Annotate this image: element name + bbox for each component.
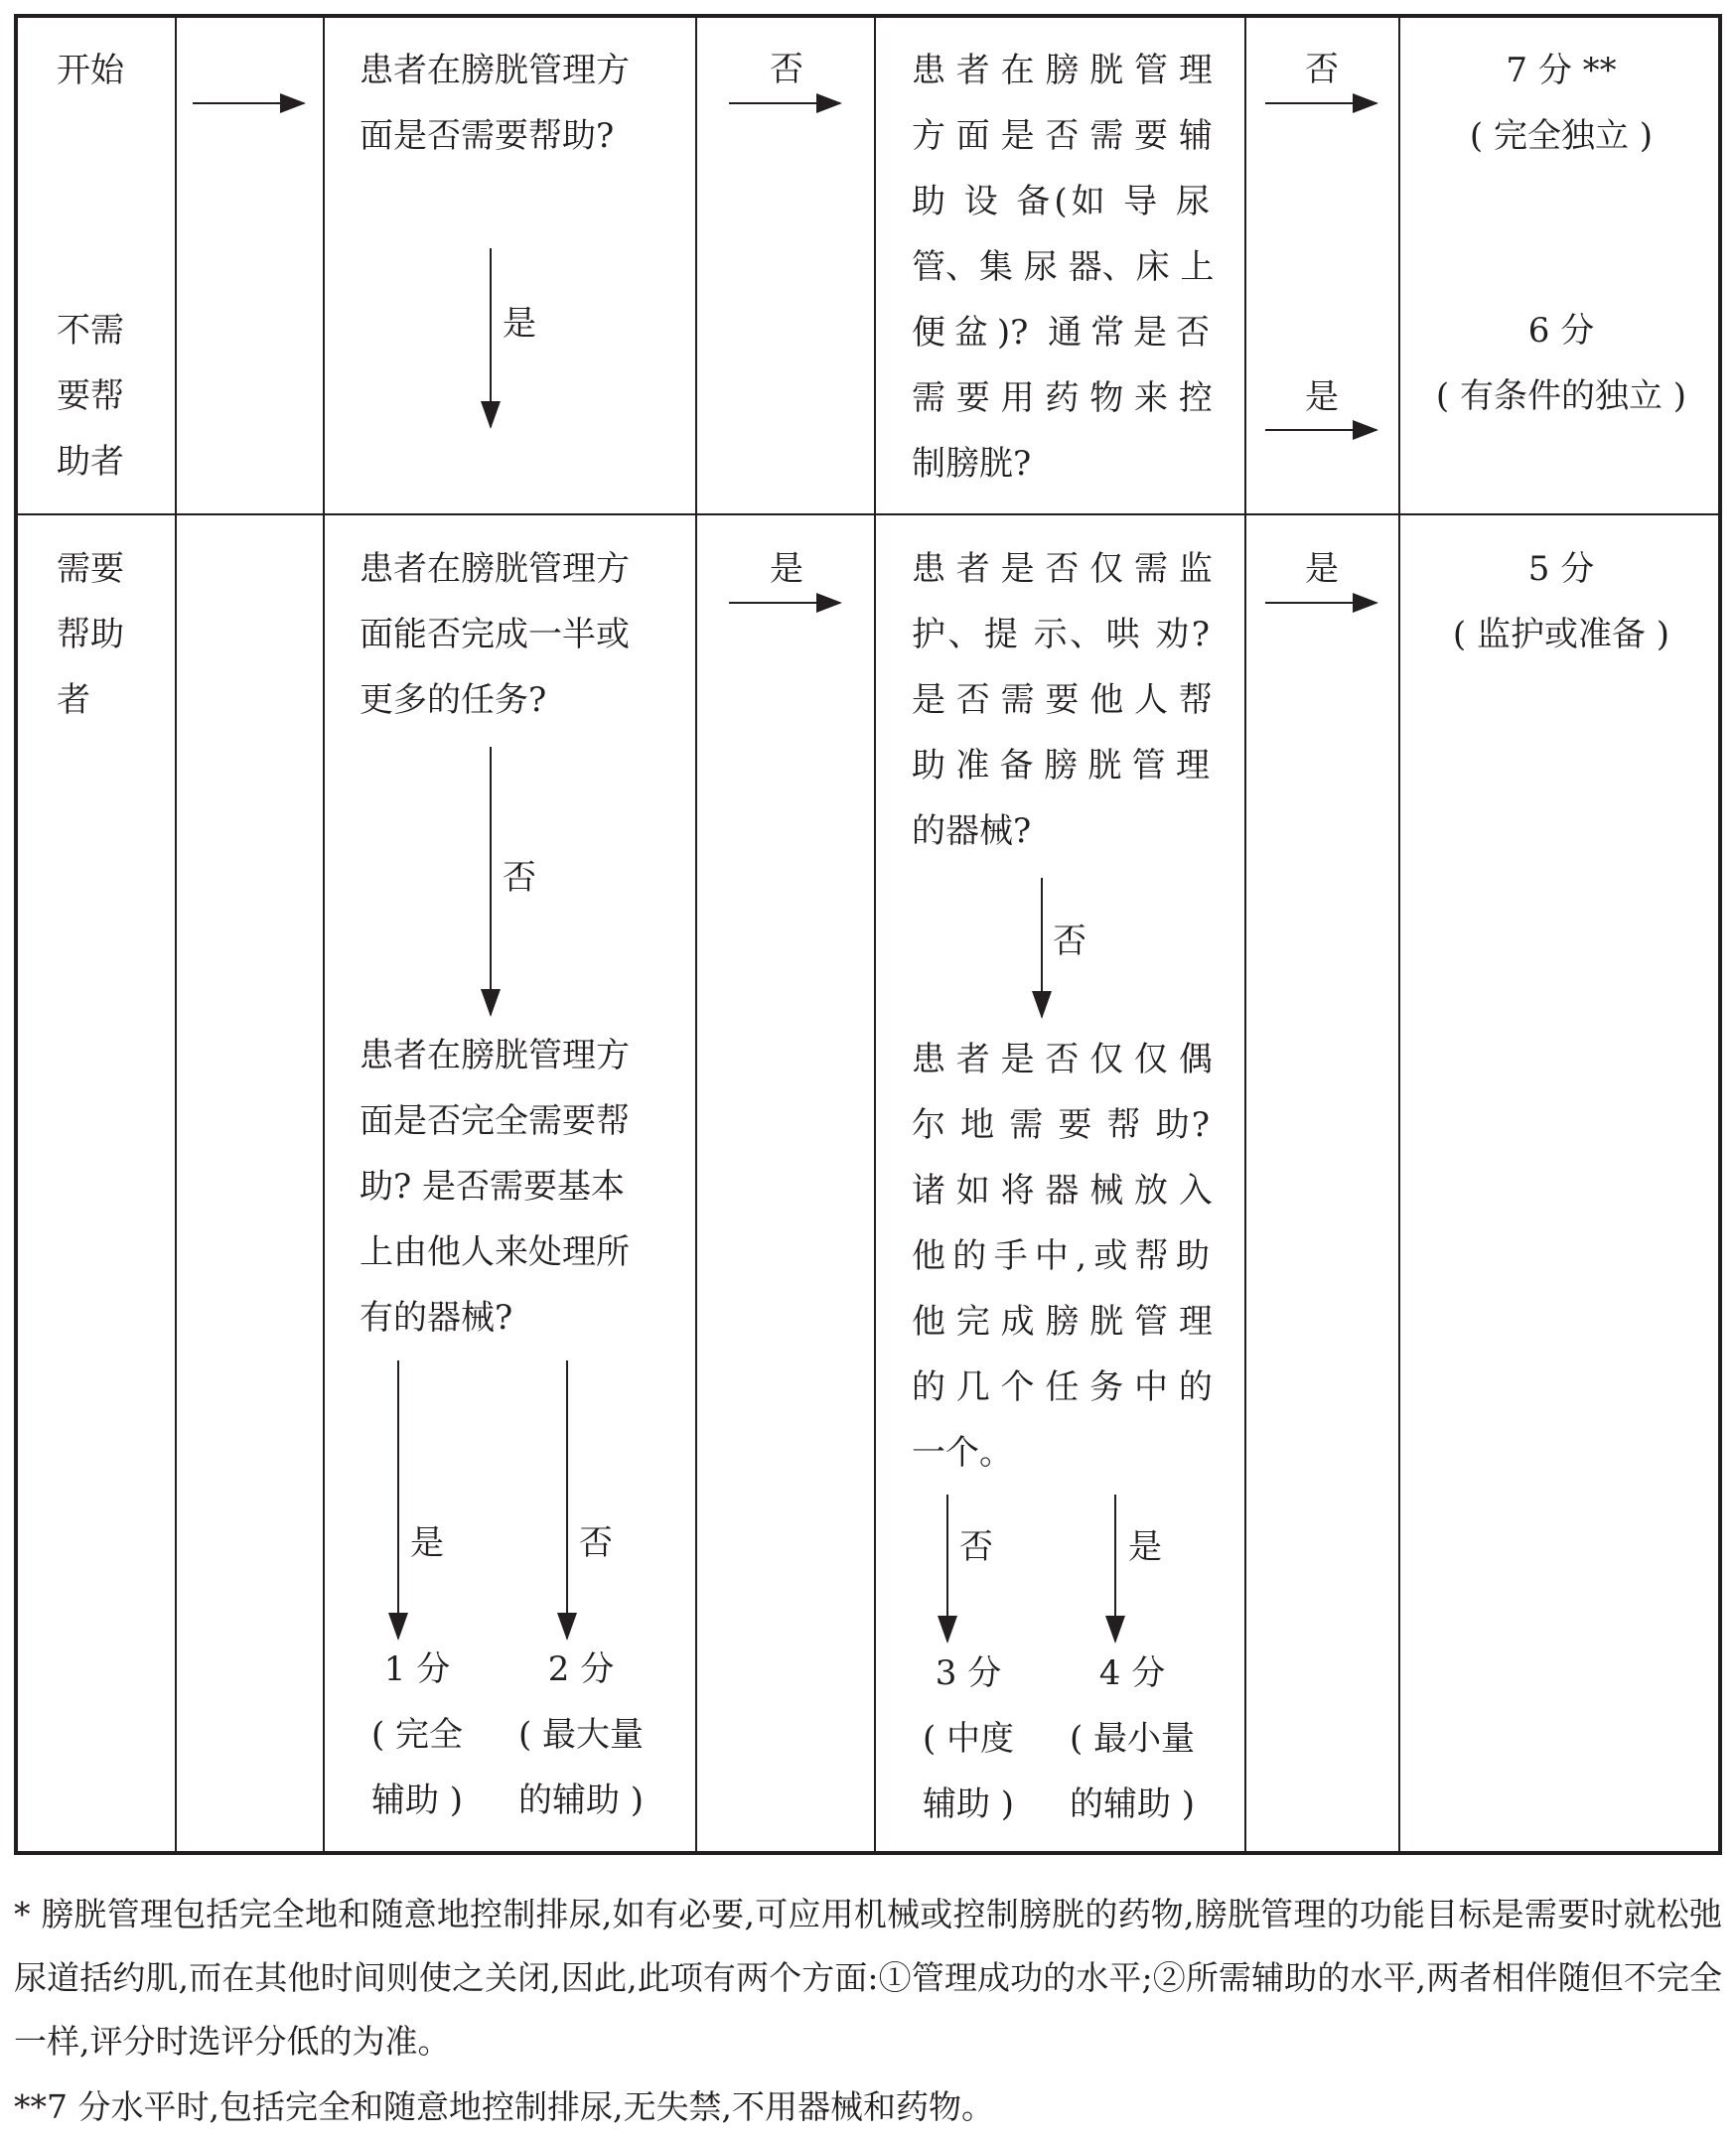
q6-no-arrow	[946, 1495, 948, 1642]
q1-yes-arrow	[490, 248, 492, 427]
q3-no-label: 否	[503, 858, 536, 898]
score-4-desc-1: ( 最小量	[1069, 1719, 1196, 1759]
column-divider	[1244, 14, 1246, 1855]
question-5-line-3: 助? 是否需要基本	[360, 1167, 626, 1207]
q6-yes-arrow	[1114, 1495, 1116, 1642]
question-3-line-2: 面能否完成一半或	[360, 615, 630, 654]
question-2-line-5: 便盆)? 通常是否	[912, 313, 1210, 353]
q5-no-label: 否	[579, 1523, 613, 1563]
question-2-line-1: 患 者 在 膀 胱 管 理	[912, 51, 1213, 90]
q3-no-arrow	[490, 747, 492, 1015]
flowchart-table	[14, 14, 1722, 1855]
q4-no-arrow	[1041, 878, 1043, 1017]
q2-yes-label: 是	[1305, 377, 1339, 417]
q1-no-label: 否	[770, 50, 803, 89]
row-label-need-help-3: 者	[57, 680, 90, 720]
q6-yes-label: 是	[1128, 1527, 1162, 1567]
row-label-start: 开始	[57, 51, 124, 90]
question-2-line-4: 管、集 尿 器、床 上	[912, 247, 1215, 287]
score-6-desc: ( 有条件的独立 )	[1435, 376, 1687, 416]
score-7: 7 分 **	[1506, 51, 1617, 90]
question-6-line-2: 尔 地 需 要 帮 助?	[912, 1105, 1210, 1145]
question-6-line-6: 的 几 个 任 务 中 的	[912, 1367, 1213, 1407]
score-1: 1 分	[383, 1649, 451, 1689]
column-divider	[323, 14, 325, 1855]
row-label-no-help-3: 助者	[57, 442, 124, 482]
question-4-line-2: 护、提 示、哄 劝?	[912, 615, 1210, 654]
score-3: 3 分	[935, 1653, 1002, 1693]
question-2-line-3: 助 设 备(如 导 尿	[912, 182, 1210, 221]
question-6-line-4: 他的手中,或帮助	[912, 1236, 1210, 1276]
question-6-line-1: 患 者 是 否 仅 仅 偶	[912, 1040, 1213, 1079]
question-2-line-6: 需 要 用 药 物 来 控	[912, 378, 1213, 418]
score-2: 2 分	[547, 1649, 615, 1689]
footnote-1: * 膀胱管理包括完全地和随意地控制排尿,如有必要,可应用机械或控制膀胱的药物,膀胱管理的功能目标是需要时就松弛尿道括约肌,而在其他时间则使之关闭,因此,此项有两个方面:①管理成功的水平;②所需辅助的水平,两者相伴随但不完全一样,评分时选评分低的为准。	[14, 1895, 1722, 2061]
q1-no-arrow	[729, 102, 840, 104]
score-3-desc-1: ( 中度	[922, 1719, 1015, 1759]
q6-no-label: 否	[959, 1527, 993, 1567]
score-2-desc-1: ( 最大量	[517, 1715, 645, 1755]
question-5-line-1: 患者在膀胱管理方	[360, 1036, 630, 1075]
score-5-desc: ( 监护或准备 )	[1452, 615, 1670, 654]
score-3-desc-2: 辅助 )	[922, 1785, 1015, 1824]
question-4-line-1: 患 者 是 否 仅 需 监	[912, 549, 1213, 589]
row-label-need-help-1: 需要	[57, 549, 124, 589]
column-divider	[874, 14, 876, 1855]
q2-yes-arrow	[1265, 429, 1376, 431]
q3-yes-label: 是	[770, 549, 803, 589]
question-5-line-4: 上由他人来处理所	[360, 1232, 630, 1272]
column-divider	[175, 14, 177, 1855]
start-arrow	[193, 102, 304, 104]
question-1-line-2: 面是否需要帮助?	[360, 116, 615, 156]
q4-yes-arrow	[1265, 602, 1376, 604]
question-6-line-3: 诸 如 将 器 械 放 入	[912, 1171, 1213, 1211]
score-2-desc-2: 的辅助 )	[517, 1781, 645, 1820]
q5-yes-arrow	[397, 1360, 399, 1639]
question-4-line-3: 是 否 需 要 他 人 帮	[912, 680, 1213, 720]
q2-no-arrow	[1265, 102, 1376, 104]
score-1-desc-2: 辅助 )	[370, 1781, 464, 1820]
question-2-line-7: 制膀胱?	[912, 444, 1032, 484]
column-divider	[695, 14, 697, 1855]
score-4-desc-2: 的辅助 )	[1069, 1785, 1196, 1824]
q1-yes-label: 是	[503, 304, 536, 344]
question-3-line-3: 更多的任务?	[360, 680, 547, 720]
question-6-line-5: 他 完 成 膀 胱 管 理	[912, 1302, 1213, 1342]
question-6-line-7: 一个。	[912, 1433, 1013, 1473]
row-label-no-help-2: 要帮	[57, 376, 124, 416]
question-4-line-4: 助准备膀胱管理	[912, 746, 1210, 785]
q2-no-label: 否	[1305, 50, 1339, 89]
question-5-line-2: 面是否完全需要帮	[360, 1101, 630, 1141]
q4-no-label: 否	[1053, 922, 1086, 961]
score-6: 6 分	[1527, 311, 1595, 351]
q5-no-arrow	[566, 1360, 568, 1639]
footnote-2: **7 分水平时,包括完全和随意地控制排尿,无失禁,不用器械和药物。	[14, 2087, 994, 2126]
q3-yes-arrow	[729, 602, 840, 604]
column-divider	[1398, 14, 1400, 1855]
question-2-line-2: 方 面 是 否 需 要 辅	[912, 116, 1213, 156]
q4-yes-label: 是	[1305, 549, 1339, 589]
row-divider	[14, 513, 1722, 515]
question-4-line-5: 的器械?	[912, 811, 1032, 851]
score-1-desc-1: ( 完全	[370, 1715, 464, 1755]
question-3-line-1: 患者在膀胱管理方	[360, 549, 630, 589]
row-label-need-help-2: 帮助	[57, 615, 124, 654]
score-7-desc: ( 完全独立 )	[1469, 116, 1654, 156]
score-4: 4 分	[1098, 1653, 1166, 1693]
question-1-line-1: 患者在膀胱管理方	[360, 51, 630, 90]
q5-yes-label: 是	[410, 1523, 444, 1563]
score-5: 5 分	[1527, 549, 1595, 589]
question-5-line-5: 有的器械?	[360, 1298, 513, 1338]
row-label-no-help-1: 不需	[57, 311, 124, 351]
